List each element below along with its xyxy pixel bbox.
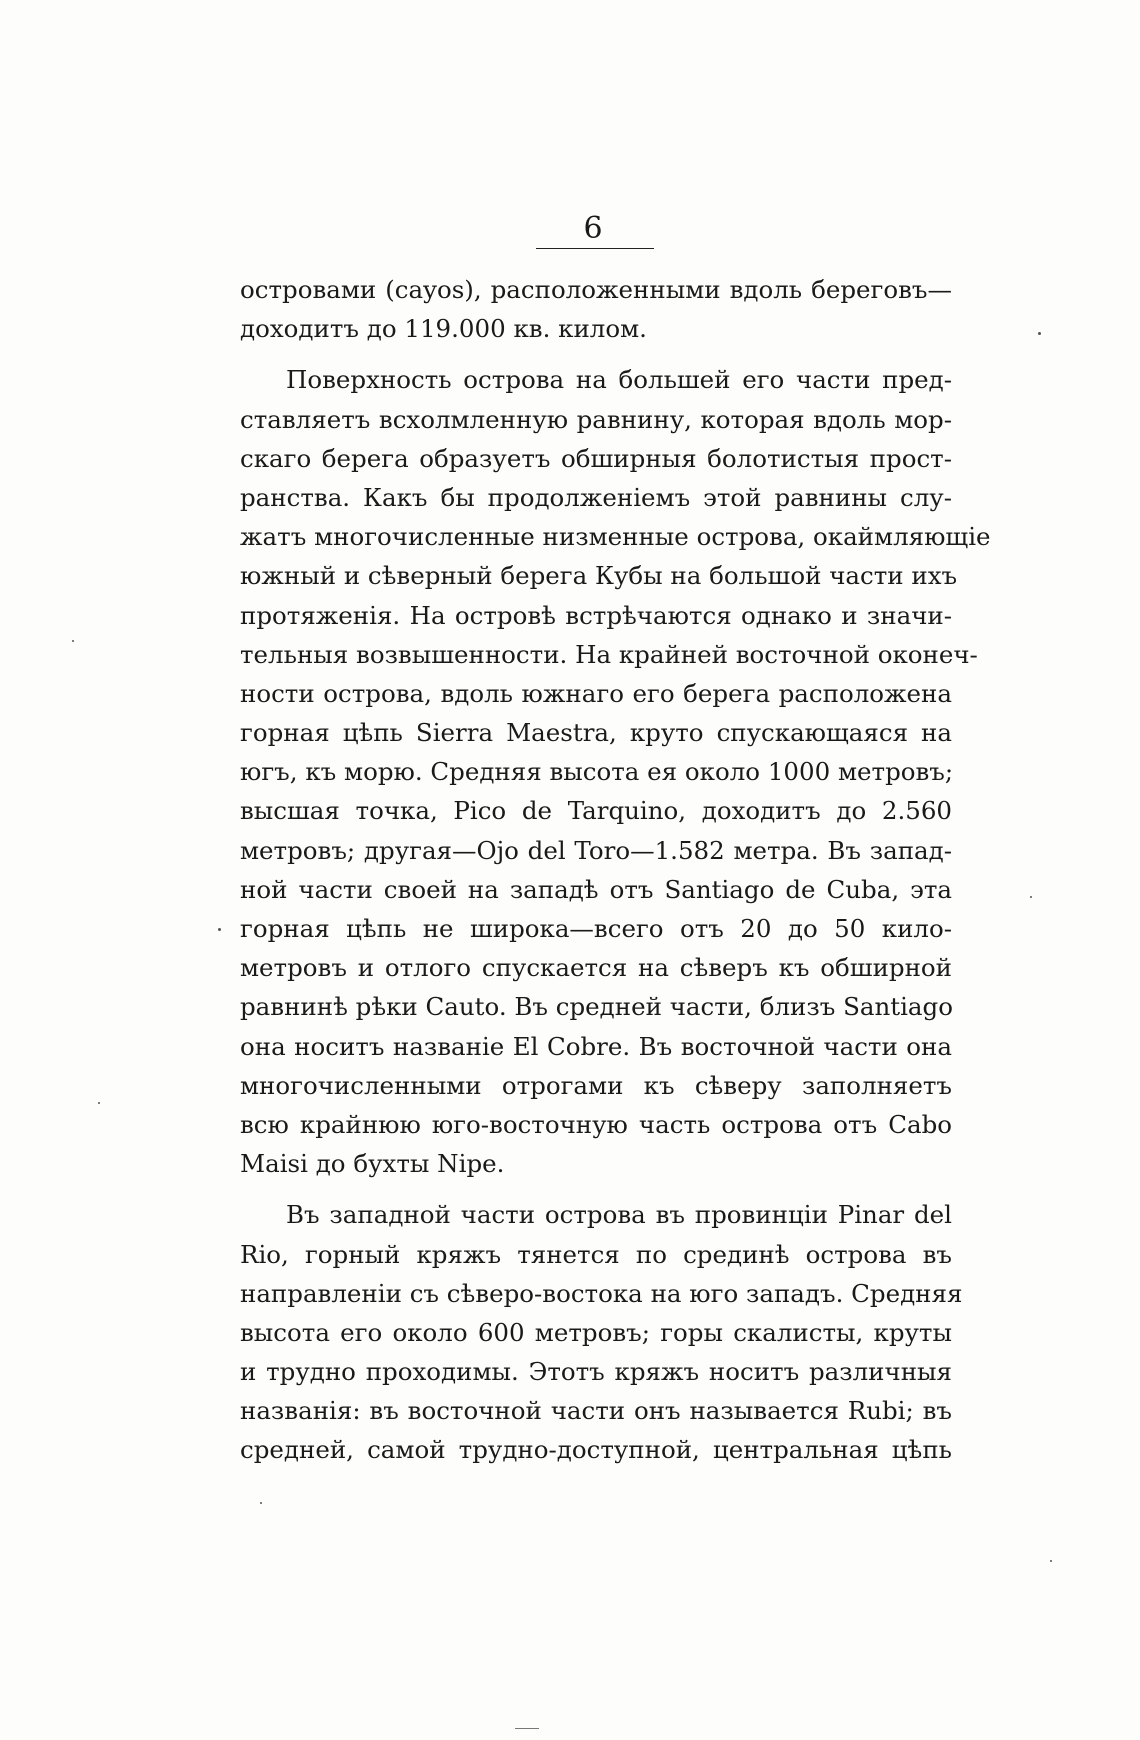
text-line: доходитъ до 119.000 кв. килом.	[240, 314, 647, 344]
text-line: ранства. Какъ бы продолженіемъ этой равнины слу-	[240, 482, 952, 512]
scan-speck	[1050, 1560, 1052, 1562]
paragraph	[240, 270, 952, 348]
scan-speck	[218, 928, 221, 931]
scan-speck	[98, 1102, 100, 1104]
text-line: югъ, къ морю. Средняя высота ея около 1000 метровъ;	[240, 757, 954, 787]
text-line: ной части своей на западѣ отъ Santiago de Cuba, эта	[240, 874, 952, 904]
text-line: высшая точка, Pico de Tarquino, доходитъ до 2.560	[240, 796, 952, 826]
text-line: метровъ и отлого спускается на сѣверъ къ обширной	[240, 953, 952, 983]
paragraph	[240, 360, 991, 1183]
page-number-rule	[536, 248, 654, 249]
text-line: протяженія. На островѣ встрѣчаются однако и значи-	[240, 600, 952, 630]
scan-speck	[72, 640, 74, 642]
text-line: тельныя возвышенности. На крайней восточной оконеч-	[240, 639, 978, 669]
paragraph	[240, 1195, 963, 1469]
text-line: Rio, горный кряжъ тянется по срединѣ острова въ	[240, 1239, 952, 1269]
page-number: 6	[583, 211, 603, 246]
text-line: жатъ многочисленные низменные острова, окаймляющіе	[240, 522, 991, 552]
text-line: многочисленными отрогами къ сѣверу заполняетъ	[240, 1070, 952, 1100]
text-line: ности острова, вдоль южнаго его берега расположена	[240, 678, 952, 708]
scan-speck	[260, 1502, 262, 1504]
text-line: равнинѣ рѣки Cauto. Въ средней части, близъ Santiago	[240, 992, 953, 1022]
text-line: средней, самой трудно-доступной, центральная цѣпь	[240, 1435, 952, 1465]
text-line: горная цѣпь Sierra Maestra, круто спускающаяся на	[240, 718, 952, 748]
text-line: высота его около 600 метровъ; горы скалисты, круты	[240, 1317, 952, 1347]
text-line: скаго берега образуетъ обширныя болотистыя прост-	[240, 443, 952, 473]
text-line: метровъ; другая—Ojo del Toro—1.582 метра. Въ запад-	[240, 835, 952, 865]
text-line: ставляетъ всхолмленную равнину, которая вдоль мор-	[240, 404, 952, 434]
text-line: Maisi до бухты Nipe.	[240, 1149, 505, 1179]
text-line: Поверхность острова на большей его части пред-	[286, 365, 952, 395]
text-line: и трудно проходимы. Этотъ кряжъ носитъ различныя	[240, 1357, 952, 1387]
text-line: южный и сѣверный берега Кубы на большой части ихъ	[240, 561, 958, 591]
text-line: направленіи съ сѣверо-востока на юго западъ. Средняя	[240, 1278, 963, 1308]
body-text	[240, 270, 991, 1470]
text-line: горная цѣпь не широка—всего отъ 20 до 50 кило-	[240, 914, 952, 943]
text-line: она носитъ названіе El Cobre. Въ восточной части она	[240, 1031, 952, 1061]
scan-speck	[1030, 896, 1032, 898]
text-line: всю крайнюю юго-восточную часть острова отъ Cabo	[240, 1109, 952, 1139]
text-line: островами (cayos), расположенными вдоль береговъ—	[240, 275, 952, 304]
scan-speck	[1038, 332, 1041, 335]
scan-mark	[515, 1728, 539, 1729]
text-line: Въ западной части острова въ провинціи Pinar del	[286, 1200, 952, 1230]
text-line: названія: въ восточной части онъ называется Rubi; въ	[240, 1396, 952, 1426]
